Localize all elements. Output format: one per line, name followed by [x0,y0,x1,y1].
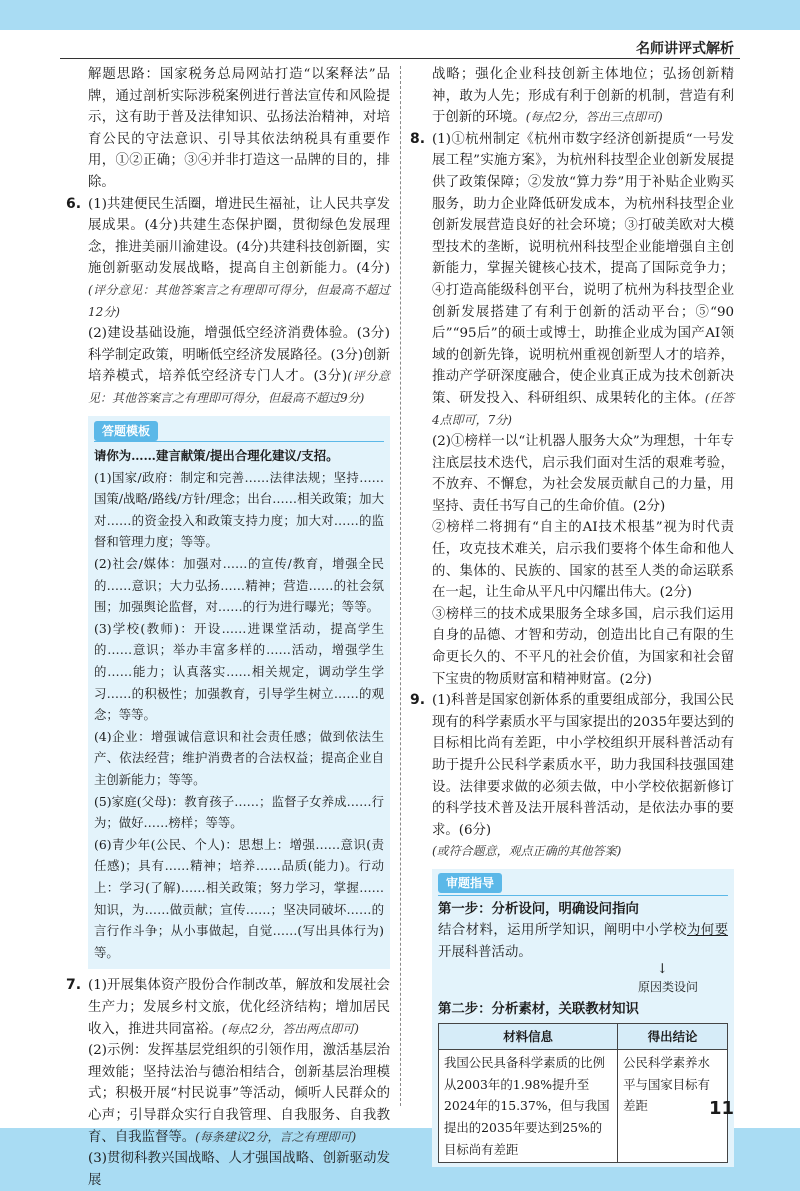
q9-answer-1: (1)科普是国家创新体系的重要组成部分，我国公民现有的科学素质水平与国家提出的2035年要达到的目标相比尚有差距，中小学校组织开展科普活动有助于提升公民科学素质水平，助力我国科技强国建设。法律要求做的必须去做，中小学校依据新修订的科学技术普及法开展科普活动，是依法办事的要求。(6分) [432,693,734,838]
q8-answer-2-model-1: (2)①榜样一以“让机器人服务大众”为理想，十年专注底层技术迭代，启示我们面对生活的艰难考验，不放弃、不懈怠，为社会发展贡献自己的力量，用坚持、责任书写自己的生命价值。(2分) [432,434,734,514]
question-type-label: 原因类设问 [637,980,698,995]
question-6 [66,194,390,410]
template-item-school: (3)学校(教师)：开设……进课堂活动，提高学生的……意识；举办丰富多样的……活动，增强学生的……能力；认真落实……相关规定，调动学生学习……的积极性；加强教育，引导学生树立……的观念；等等。 [94,620,384,723]
table-header: 得出结论 [618,1023,728,1050]
key-phrase-underlined: 为何要 [686,923,729,939]
step2-title: 第二步：分析素材，关联教材知识 [438,1000,639,1017]
answer-template-tag: 答题模板 [94,421,158,441]
q6-answer-2: (2)建设基础设施，增强低空经济消费体验。(3分)科学制定政策，明晰低空经济发展路径。(3分)创新培养模式，培养低空经济专门人才。(3分)(评分意见：其他答案言之有理即可得分，但最高不超过9分) [88,326,391,405]
scoring-note: (每条建议2分，言之有理即可) [195,1129,357,1144]
q7-answer-3-continued: 战略；强化企业科技创新主体地位；弘扬创新精神，敢为人先；形成有利于创新的机制，营造有利于创新的环境。(每点2分，答出三点即可) [432,67,734,126]
left-column [66,64,390,1191]
question-number: 7. [66,977,82,994]
column-divider [400,66,401,1106]
table-header-row [439,1023,728,1050]
top-margin-band [0,0,800,30]
table-cell: 我国公民具备科学素质的比例从2003年的1.98%提升至2024年的15.37%，但与我国提出的2035年要达到25%的目标尚有差距 [439,1050,618,1163]
right-column [410,64,734,1167]
analysis-tag: 审题指导 [438,873,502,893]
template-item-family: (5)家庭(父母)：教育孩子……；监督子女养成……行为；做好……榜样；等等。 [94,793,384,831]
step1-title: 第一步：分析设问，明确设问指向 [438,900,639,917]
template-item-enterprise: (4)企业：增强诚信意识和社会责任感；做到依法生产、依法经营；维护消费者的合法权益；提高企业自主创新能力；等等。 [94,728,384,787]
question-number: 9. [410,692,426,709]
q7-answer-1: (1)开展集体资产股份合作制改革，解放和发展社会生产力；发展乡村文旅，优化经济结构；增加居民收入，推进共同富裕。(每点2分，答出两点即可) [88,978,390,1037]
scoring-note: (每点2分，答出两点即可) [221,1021,359,1036]
q8-answer-1: (1)①杭州制定《杭州市数字经济创新提质“一号发展工程”实施方案》，为杭州科技型企业创新发展提供了政策保障；②发放“算力券”用于补贴企业购买服务，助力企业降低研发成本，为杭州科技型企业创新发展营造良好的社会环境；③打破美欧对大模型技术的垄断，说明杭州科技型企业能增强自主创新能力，掌握关键核心技术，提高了国际竞争力；④打造高能级科创平台，说明了杭州为科技型企业创新发展搭建了有利于创新的活动平台；⑤“90后”“95后”的硕士或博士，助推企业成为国产AI领域的创新先锋，说明杭州重视创新型人才的培养，推动产学研深度融合，使企业真正成为技术创新决策、研发投入、科研组织、成果转化的主体。(任答4点即可，7分) [432,131,734,427]
scoring-note: (每点2分，答出三点即可) [525,110,663,125]
template-item-youth: (6)青少年(公民、个人)：思想上：增强……意识(责任感)；具有……精神；培养……品质(能力)。行动上：学习(了解)……相关政策；努力学习，掌握……知识，为……做贡献；宣传……；坚决同破坏……的言行作斗争；从小事做起，自觉……(写出具体行为)等。 [94,836,384,960]
page-number: 11 [708,1098,734,1119]
question-9 [410,690,734,863]
table-header: 材料信息 [439,1023,618,1050]
q7-answer-2: (2)示例：发挥基层党组织的引领作用，激活基层治理效能；坚持法治与德治相结合，创新基层治理模式；积极开展“村民说事”等活动，倾听人民群众的心声；引导群众实行自我管理、自我服务、自我教育、自我监督等。(每条建议2分，言之有理即可) [88,1043,390,1145]
question-8 [410,129,734,690]
answer-template-box [88,416,390,970]
scoring-note: (或符合题意，观点正确的其他答案) [432,844,622,859]
q7-answer-3: (3)贯彻科教兴国战略、人才强国战略、创新驱动发展 [88,1151,390,1188]
step1-text: 结合材料，运用所学知识，阐明中小学校为何要开展科普活动。 [438,923,729,960]
question-7 [66,975,390,1191]
q8-answer-2-model-2: ②榜样二将拥有“自主的AI技术根基”视为时代责任，攻克技术难关，启示我们要将个体生命和他人的、集体的、民族的、国家的甚至人类的命运联系在一起，让生命从平凡中闪耀出伟大。(2分) [432,520,734,601]
q5-solution-thinking: 解题思路：国家税务总局网站打造“以案释法”品牌，通过剖析实际涉税案例进行普法宣传和风险提示，这有助于普及法律知识、弘扬法治精神，对培育公民的守法意识、引导其依法纳税具有重要作用，①②正确；③④并非打造这一品牌的目的，排除。 [88,67,390,190]
down-arrow-icon: ↓ [656,962,668,978]
question-number: 6. [66,195,82,212]
question-analysis-box [432,869,734,1167]
q8-answer-2-model-3: ③榜样三的技术成果服务全球多国，启示我们运用自身的品德、才智和劳动，创造出比自己有限的生命更长久的、不平凡的社会价值，为国家和社会留下宝贵的物质财富和精神财富。(2分) [432,606,734,687]
template-item-society: (2)社会/媒体：加强对……的宣传/教育，增强全民的……意识；大力弘扬……精神；营造……的社会氛围；加强舆论监督，对……的行为进行曝光；等等。 [94,556,384,615]
header-rule [60,58,740,59]
scoring-note: (评分意见：其他答案言之有理即可得分，但最高不超过9分) [88,369,391,405]
question-number: 8. [410,130,426,147]
scoring-note: (评分意见：其他答案言之有理即可得分，但最高不超过12分) [88,282,390,319]
material-table [438,1023,728,1164]
scoring-note: (任答4点即可，7分) [432,390,734,427]
table-row [439,1050,728,1163]
q6-answer-1: (1)共建便民生活圈，增进民生福祉，让人民共享发展成果。(4分)共建生态保护圈，贯彻绿色发展理念，推进美丽川渝建设。(4分)共建科技创新圈，实施创新驱动发展战略，提高自主创新能力。(4分)(评分意见：其他答案言之有理即可得分，但最高不超过12分) [88,196,390,319]
table-cell: 公民科学素养水平与国家目标有差距 [618,1050,728,1163]
template-heading: 请你为……建言献策/提出合理化建议/支招。 [94,448,339,464]
template-item-government: (1)国家/政府：制定和完善……法律法规；坚持……国策/战略/路线/方针/理念；出台……相关政策；加大对……的资金投入和政策支持力度；加大对……的监督和管理力度；等等。 [94,469,384,550]
page-header-title: 名师讲评式解析 [636,41,734,57]
